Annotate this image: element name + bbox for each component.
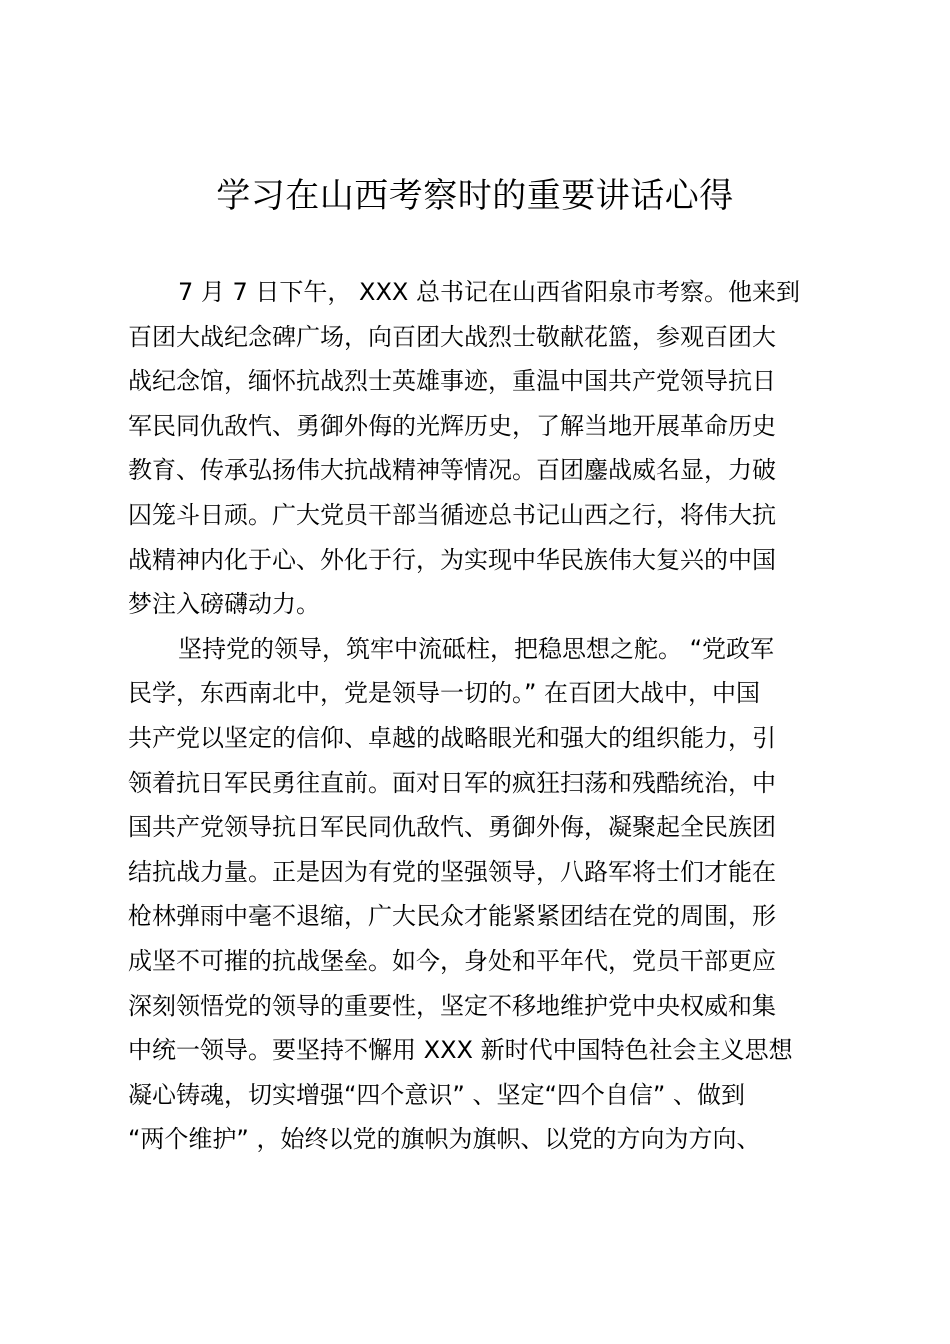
body-line: 战精神内化于心、外化于行，为实现中华民族伟大复兴的中国 — [128, 545, 776, 574]
document-title: 学习在山西考察时的重要讲话心得 — [216, 176, 734, 216]
document-body — [128, 270, 928, 1162]
body-line: 百团大战纪念碑广场，向百团大战烈士敬献花篮，参观百团大 — [128, 322, 776, 351]
body-line: 结抗战力量。正是因为有党的坚强领导，八路军将士们才能在 — [128, 857, 776, 886]
body-line: 囚笼斗日顽。广大党员干部当循迹总书记山西之行，将伟大抗 — [128, 500, 776, 529]
body-line: 战纪念馆，缅怀抗战烈士英雄事迹，重温中国共产党领导抗日 — [128, 367, 776, 396]
body-line: 凝心铸魂，切实增强“四个意识” 、坚定“四个自信” 、做到 — [128, 1080, 745, 1109]
body-line: 中统一领导。要坚持不懈用 XXX 新时代中国特色社会主义思想 — [128, 1036, 793, 1065]
body-line: 成坚不可摧的抗战堡垒。如今，身处和平年代，党员干部更应 — [128, 946, 776, 975]
body-line: 共产党以坚定的信仰、卓越的战略眼光和强大的组织能力，引 — [128, 723, 776, 752]
body-line: 民学，东西南北中，党是领导一切的。” 在百团大战中，中国 — [128, 679, 761, 708]
body-line: 7 月 7 日下午， XXX 总书记在山西省阳泉市考察。他来到 — [178, 278, 801, 306]
body-line: 梦注入磅礴动力。 — [128, 590, 320, 619]
body-line: “两个维护” ，始终以党的旗帜为旗帜、以党的方向为方向、 — [128, 1125, 761, 1154]
body-line: 深刻领悟党的领导的重要性，坚定不移地维护党中央权威和集 — [128, 991, 776, 1020]
body-line: 国共产党领导抗日军民同仇敌忾、勇御外侮，凝聚起全民族团 — [128, 813, 776, 842]
body-line: 枪林弹雨中毫不退缩，广大民众才能紧紧团结在党的周围，形 — [128, 902, 776, 931]
body-line: 军民同仇敌忾、勇御外侮的光辉历史，了解当地开展革命历史 — [128, 411, 776, 440]
body-line: 领着抗日军民勇往直前。面对日军的疯狂扫荡和残酷统治，中 — [128, 768, 776, 797]
body-line: 坚持党的领导，筑牢中流砥柱，把稳思想之舵。 “党政军 — [178, 634, 775, 663]
body-line: 教育、传承弘扬伟大抗战精神等情况。百团鏖战威名显，力破 — [128, 456, 776, 485]
